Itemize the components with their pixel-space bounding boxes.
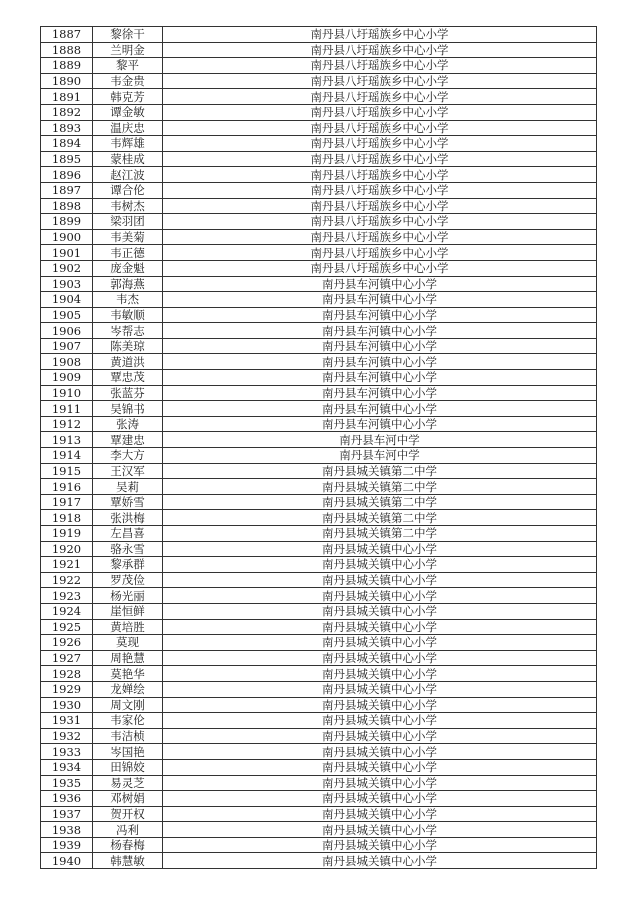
- roster-table: [40, 26, 597, 869]
- school-name-cell: 南丹县八圩瑶族乡中心小学: [163, 214, 597, 230]
- teacher-name-cell: 龙婵绘: [93, 681, 163, 697]
- school-name-cell: 南丹县城关镇中心小学: [163, 775, 597, 791]
- school-name-cell: 南丹县城关镇中心小学: [163, 603, 597, 619]
- school-name-cell: 南丹县车河镇中心小学: [163, 292, 597, 308]
- table-row: [41, 853, 597, 869]
- school-name-cell: 南丹县车河镇中心小学: [163, 323, 597, 339]
- table-row: [41, 557, 597, 573]
- table-row: [41, 182, 597, 198]
- table-row: [41, 167, 597, 183]
- teacher-name-cell: 韩克芳: [93, 89, 163, 105]
- teacher-name-cell: 黎承群: [93, 557, 163, 573]
- table-row: [41, 541, 597, 557]
- row-number-cell: 1907: [41, 338, 93, 354]
- school-name-cell: 南丹县城关镇中心小学: [163, 666, 597, 682]
- teacher-name-cell: 庞金魁: [93, 260, 163, 276]
- teacher-name-cell: 田锦姣: [93, 759, 163, 775]
- row-number-cell: 1911: [41, 401, 93, 417]
- teacher-name-cell: 韦美菊: [93, 229, 163, 245]
- row-number-cell: 1914: [41, 448, 93, 464]
- teacher-name-cell: 谭合伦: [93, 182, 163, 198]
- teacher-name-cell: 陈美琼: [93, 338, 163, 354]
- school-name-cell: 南丹县城关镇中心小学: [163, 728, 597, 744]
- table-row: [41, 42, 597, 58]
- table-row: [41, 58, 597, 74]
- table-row: [41, 744, 597, 760]
- table-row: [41, 323, 597, 339]
- row-number-cell: 1921: [41, 557, 93, 573]
- school-name-cell: 南丹县八圩瑶族乡中心小学: [163, 245, 597, 261]
- row-number-cell: 1903: [41, 276, 93, 292]
- row-number-cell: 1894: [41, 136, 93, 152]
- table-row: [41, 697, 597, 713]
- row-number-cell: 1913: [41, 432, 93, 448]
- table-row: [41, 635, 597, 651]
- school-name-cell: 南丹县城关镇中心小学: [163, 759, 597, 775]
- school-name-cell: 南丹县城关镇第二中学: [163, 479, 597, 495]
- table-row: [41, 370, 597, 386]
- row-number-cell: 1888: [41, 42, 93, 58]
- table-row: [41, 292, 597, 308]
- school-name-cell: 南丹县城关镇中心小学: [163, 853, 597, 869]
- row-number-cell: 1929: [41, 681, 93, 697]
- school-name-cell: 南丹县车河镇中心小学: [163, 307, 597, 323]
- table-row: [41, 791, 597, 807]
- table-row: [41, 510, 597, 526]
- school-name-cell: 南丹县八圩瑶族乡中心小学: [163, 167, 597, 183]
- table-row: [41, 307, 597, 323]
- table-row: [41, 89, 597, 105]
- row-number-cell: 1920: [41, 541, 93, 557]
- table-row: [41, 822, 597, 838]
- teacher-name-cell: 梁羽团: [93, 214, 163, 230]
- row-number-cell: 1887: [41, 27, 93, 43]
- row-number-cell: 1904: [41, 292, 93, 308]
- table-row: [41, 214, 597, 230]
- school-name-cell: 南丹县八圩瑶族乡中心小学: [163, 198, 597, 214]
- row-number-cell: 1940: [41, 853, 93, 869]
- row-number-cell: 1926: [41, 635, 93, 651]
- row-number-cell: 1936: [41, 791, 93, 807]
- row-number-cell: 1924: [41, 603, 93, 619]
- row-number-cell: 1918: [41, 510, 93, 526]
- table-row: [41, 354, 597, 370]
- row-number-cell: 1912: [41, 416, 93, 432]
- row-number-cell: 1930: [41, 697, 93, 713]
- teacher-name-cell: 邓树娟: [93, 791, 163, 807]
- teacher-name-cell: 贺开权: [93, 806, 163, 822]
- teacher-name-cell: 温庆忠: [93, 120, 163, 136]
- table-row: [41, 713, 597, 729]
- table-row: [41, 463, 597, 479]
- teacher-name-cell: 岑国艳: [93, 744, 163, 760]
- teacher-name-cell: 骆永雪: [93, 541, 163, 557]
- row-number-cell: 1932: [41, 728, 93, 744]
- row-number-cell: 1923: [41, 588, 93, 604]
- row-number-cell: 1889: [41, 58, 93, 74]
- school-name-cell: 南丹县八圩瑶族乡中心小学: [163, 136, 597, 152]
- table-row: [41, 73, 597, 89]
- school-name-cell: 南丹县车河中学: [163, 432, 597, 448]
- school-name-cell: 南丹县城关镇中心小学: [163, 588, 597, 604]
- row-number-cell: 1915: [41, 463, 93, 479]
- row-number-cell: 1916: [41, 479, 93, 495]
- teacher-name-cell: 冯利: [93, 822, 163, 838]
- table-row: [41, 260, 597, 276]
- row-number-cell: 1910: [41, 385, 93, 401]
- school-name-cell: 南丹县车河镇中心小学: [163, 416, 597, 432]
- teacher-name-cell: 吴莉: [93, 479, 163, 495]
- row-number-cell: 1905: [41, 307, 93, 323]
- row-number-cell: 1927: [41, 650, 93, 666]
- school-name-cell: 南丹县城关镇中心小学: [163, 837, 597, 853]
- teacher-name-cell: 张洪梅: [93, 510, 163, 526]
- table-row: [41, 120, 597, 136]
- table-row: [41, 401, 597, 417]
- row-number-cell: 1892: [41, 104, 93, 120]
- row-number-cell: 1933: [41, 744, 93, 760]
- school-name-cell: 南丹县车河镇中心小学: [163, 385, 597, 401]
- teacher-name-cell: 覃娇雪: [93, 494, 163, 510]
- school-name-cell: 南丹县城关镇中心小学: [163, 572, 597, 588]
- teacher-name-cell: 岑帮志: [93, 323, 163, 339]
- table-row: [41, 416, 597, 432]
- row-number-cell: 1898: [41, 198, 93, 214]
- school-name-cell: 南丹县八圩瑶族乡中心小学: [163, 42, 597, 58]
- table-row: [41, 681, 597, 697]
- table-row: [41, 338, 597, 354]
- table-row: [41, 588, 597, 604]
- table-row: [41, 775, 597, 791]
- table-row: [41, 494, 597, 510]
- row-number-cell: 1899: [41, 214, 93, 230]
- teacher-name-cell: 莫现: [93, 635, 163, 651]
- row-number-cell: 1897: [41, 182, 93, 198]
- teacher-name-cell: 黎平: [93, 58, 163, 74]
- teacher-name-cell: 左昌喜: [93, 526, 163, 542]
- row-number-cell: 1925: [41, 619, 93, 635]
- row-number-cell: 1931: [41, 713, 93, 729]
- teacher-name-cell: 韦杰: [93, 292, 163, 308]
- teacher-name-cell: 周艳慧: [93, 650, 163, 666]
- teacher-name-cell: 易灵芝: [93, 775, 163, 791]
- row-number-cell: 1891: [41, 89, 93, 105]
- school-name-cell: 南丹县城关镇第二中学: [163, 494, 597, 510]
- row-number-cell: 1909: [41, 370, 93, 386]
- teacher-name-cell: 韦家伦: [93, 713, 163, 729]
- school-name-cell: 南丹县八圩瑶族乡中心小学: [163, 260, 597, 276]
- teacher-name-cell: 赵江波: [93, 167, 163, 183]
- school-name-cell: 南丹县城关镇中心小学: [163, 713, 597, 729]
- school-name-cell: 南丹县城关镇中心小学: [163, 697, 597, 713]
- table-row: [41, 806, 597, 822]
- row-number-cell: 1893: [41, 120, 93, 136]
- teacher-name-cell: 莫艳华: [93, 666, 163, 682]
- school-name-cell: 南丹县车河镇中心小学: [163, 370, 597, 386]
- school-name-cell: 南丹县城关镇中心小学: [163, 650, 597, 666]
- teacher-name-cell: 谭金敏: [93, 104, 163, 120]
- teacher-name-cell: 周文刚: [93, 697, 163, 713]
- school-name-cell: 南丹县车河镇中心小学: [163, 354, 597, 370]
- teacher-name-cell: 杨春梅: [93, 837, 163, 853]
- row-number-cell: 1934: [41, 759, 93, 775]
- teacher-name-cell: 韦辉雄: [93, 136, 163, 152]
- school-name-cell: 南丹县城关镇中心小学: [163, 541, 597, 557]
- school-name-cell: 南丹县城关镇中心小学: [163, 619, 597, 635]
- school-name-cell: 南丹县城关镇中心小学: [163, 822, 597, 838]
- school-name-cell: 南丹县车河镇中心小学: [163, 338, 597, 354]
- row-number-cell: 1890: [41, 73, 93, 89]
- teacher-name-cell: 黄道洪: [93, 354, 163, 370]
- table-row: [41, 603, 597, 619]
- row-number-cell: 1908: [41, 354, 93, 370]
- teacher-name-cell: 韩慧敏: [93, 853, 163, 869]
- row-number-cell: 1935: [41, 775, 93, 791]
- teacher-name-cell: 崖恒鲜: [93, 603, 163, 619]
- table-row: [41, 276, 597, 292]
- school-name-cell: 南丹县城关镇第二中学: [163, 510, 597, 526]
- table-row: [41, 479, 597, 495]
- school-name-cell: 南丹县八圩瑶族乡中心小学: [163, 229, 597, 245]
- table-row: [41, 104, 597, 120]
- teacher-name-cell: 韦金贵: [93, 73, 163, 89]
- table-row: [41, 198, 597, 214]
- table-row: [41, 837, 597, 853]
- row-number-cell: 1901: [41, 245, 93, 261]
- table-row: [41, 151, 597, 167]
- row-number-cell: 1917: [41, 494, 93, 510]
- row-number-cell: 1937: [41, 806, 93, 822]
- teacher-name-cell: 张涛: [93, 416, 163, 432]
- school-name-cell: 南丹县车河镇中心小学: [163, 401, 597, 417]
- school-name-cell: 南丹县城关镇中心小学: [163, 681, 597, 697]
- teacher-name-cell: 吴锦书: [93, 401, 163, 417]
- school-name-cell: 南丹县城关镇第二中学: [163, 526, 597, 542]
- table-row: [41, 432, 597, 448]
- school-name-cell: 南丹县八圩瑶族乡中心小学: [163, 89, 597, 105]
- row-number-cell: 1938: [41, 822, 93, 838]
- row-number-cell: 1902: [41, 260, 93, 276]
- teacher-name-cell: 郭海燕: [93, 276, 163, 292]
- teacher-name-cell: 李大方: [93, 448, 163, 464]
- table-row: [41, 619, 597, 635]
- table-row: [41, 448, 597, 464]
- table-row: [41, 27, 597, 43]
- school-name-cell: 南丹县城关镇中心小学: [163, 744, 597, 760]
- school-name-cell: 南丹县八圩瑶族乡中心小学: [163, 182, 597, 198]
- row-number-cell: 1895: [41, 151, 93, 167]
- row-number-cell: 1922: [41, 572, 93, 588]
- row-number-cell: 1939: [41, 837, 93, 853]
- school-name-cell: 南丹县八圩瑶族乡中心小学: [163, 151, 597, 167]
- school-name-cell: 南丹县八圩瑶族乡中心小学: [163, 58, 597, 74]
- table-row: [41, 229, 597, 245]
- row-number-cell: 1896: [41, 167, 93, 183]
- roster-table-body: [41, 27, 597, 869]
- school-name-cell: 南丹县车河中学: [163, 448, 597, 464]
- school-name-cell: 南丹县城关镇中心小学: [163, 557, 597, 573]
- school-name-cell: 南丹县城关镇中心小学: [163, 791, 597, 807]
- teacher-name-cell: 王汉军: [93, 463, 163, 479]
- table-row: [41, 666, 597, 682]
- teacher-name-cell: 覃忠茂: [93, 370, 163, 386]
- table-row: [41, 650, 597, 666]
- table-row: [41, 385, 597, 401]
- document-page: [40, 26, 596, 869]
- teacher-name-cell: 罗茂俭: [93, 572, 163, 588]
- table-row: [41, 759, 597, 775]
- school-name-cell: 南丹县城关镇中心小学: [163, 635, 597, 651]
- teacher-name-cell: 韦树杰: [93, 198, 163, 214]
- school-name-cell: 南丹县八圩瑶族乡中心小学: [163, 27, 597, 43]
- row-number-cell: 1928: [41, 666, 93, 682]
- school-name-cell: 南丹县车河镇中心小学: [163, 276, 597, 292]
- table-row: [41, 572, 597, 588]
- school-name-cell: 南丹县八圩瑶族乡中心小学: [163, 73, 597, 89]
- teacher-name-cell: 韦正德: [93, 245, 163, 261]
- teacher-name-cell: 张蓝芬: [93, 385, 163, 401]
- teacher-name-cell: 韦洁桢: [93, 728, 163, 744]
- teacher-name-cell: 兰明金: [93, 42, 163, 58]
- school-name-cell: 南丹县城关镇第二中学: [163, 463, 597, 479]
- table-row: [41, 728, 597, 744]
- teacher-name-cell: 蒙桂成: [93, 151, 163, 167]
- teacher-name-cell: 覃建忠: [93, 432, 163, 448]
- school-name-cell: 南丹县城关镇中心小学: [163, 806, 597, 822]
- teacher-name-cell: 杨光丽: [93, 588, 163, 604]
- teacher-name-cell: 韦敏顺: [93, 307, 163, 323]
- table-row: [41, 526, 597, 542]
- teacher-name-cell: 黎徐干: [93, 27, 163, 43]
- row-number-cell: 1906: [41, 323, 93, 339]
- row-number-cell: 1919: [41, 526, 93, 542]
- table-row: [41, 136, 597, 152]
- row-number-cell: 1900: [41, 229, 93, 245]
- school-name-cell: 南丹县八圩瑶族乡中心小学: [163, 120, 597, 136]
- table-row: [41, 245, 597, 261]
- school-name-cell: 南丹县八圩瑶族乡中心小学: [163, 104, 597, 120]
- teacher-name-cell: 黄培胜: [93, 619, 163, 635]
